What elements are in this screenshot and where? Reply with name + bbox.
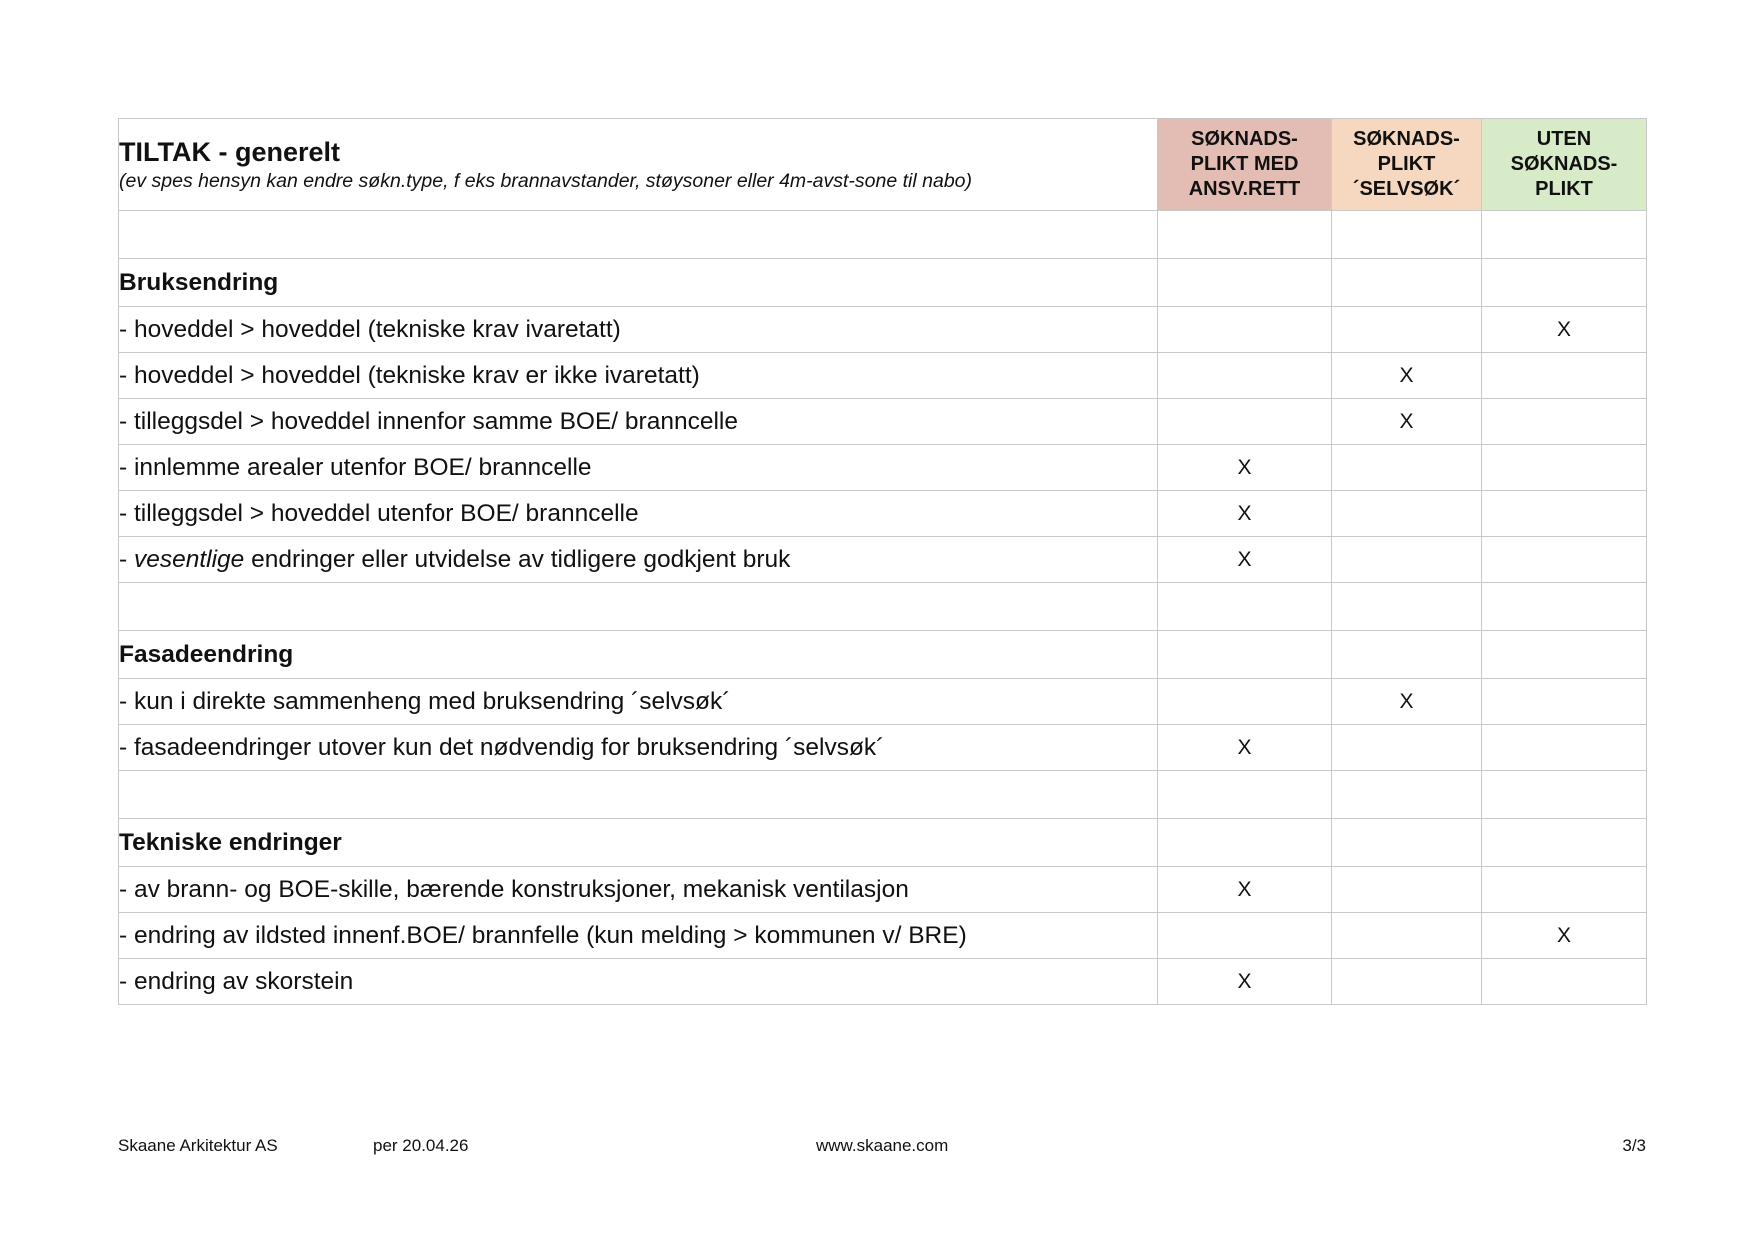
section-title: Fasadeendring: [119, 631, 1158, 679]
table-row: [119, 445, 1647, 491]
checkmark: X: [1332, 353, 1482, 399]
spacer-row: [119, 211, 1647, 259]
table-row: [119, 867, 1647, 913]
spacer-row: [119, 771, 1647, 819]
section-title: Bruksendring: [119, 259, 1158, 307]
section-row-fasadeendring: [119, 631, 1647, 679]
table-title: TILTAK - generelt: [119, 136, 340, 167]
table-row: [119, 913, 1647, 959]
spacer-row: [119, 583, 1647, 631]
table-row: [119, 353, 1647, 399]
emphasis-text: vesentlige: [133, 545, 245, 573]
row-description: - endring av ildsted innenf.BOE/ brannfelle (kun melding > kommunen v/ BRE): [119, 913, 1158, 959]
table-row: [119, 725, 1647, 771]
row-description: - tilleggsdel > hoveddel innenfor samme BOE/ branncelle: [119, 399, 1158, 445]
table-subtitle: (ev spes hensyn kan endre søkn.type, f eks brannavstander, støysoner eller 4m-avst-sone til nabo): [119, 169, 973, 192]
row-description: - hoveddel > hoveddel (tekniske krav ivaretatt): [119, 307, 1158, 353]
section-title: Tekniske endringer: [119, 819, 1158, 867]
section-row-tekniske-endringer: [119, 819, 1647, 867]
checkmark: X: [1158, 537, 1332, 583]
column-header-selvsok: SØKNADS- PLIKT ´SELVSØK´: [1332, 119, 1482, 211]
checkmark: X: [1482, 913, 1647, 959]
checkmark: X: [1482, 307, 1647, 353]
checkmark: X: [1332, 679, 1482, 725]
checkmark: X: [1332, 399, 1482, 445]
footer-date: per 20.04.26: [373, 1136, 469, 1155]
row-description: - fasadeendringer utover kun det nødvendig for bruksendring ´selvsøk´: [119, 725, 1158, 771]
row-description: - kun i direkte sammenheng med bruksendring ´selvsøk´: [119, 679, 1158, 725]
column-header-ansvarsrett: SØKNADS- PLIKT MED ANSV.RETT: [1158, 119, 1332, 211]
footer-company: Skaane Arkitektur AS: [118, 1136, 278, 1155]
row-description: - innlemme arealer utenfor BOE/ branncelle: [119, 445, 1158, 491]
footer-page-number: 3/3: [1622, 1136, 1646, 1155]
footer-website-link[interactable]: www.skaane.com: [816, 1136, 949, 1155]
row-description: - hoveddel > hoveddel (tekniske krav er ikke ivaretatt): [119, 353, 1158, 399]
requirements-table: [118, 118, 1647, 1005]
table-row: [119, 399, 1647, 445]
column-header-uten-soknadsplikt: UTEN SØKNADS- PLIKT: [1482, 119, 1647, 211]
checkmark: X: [1158, 867, 1332, 913]
header-description-cell: [119, 119, 1158, 211]
checkmark: X: [1158, 445, 1332, 491]
table-row: [119, 959, 1647, 1005]
table-row: [119, 679, 1647, 725]
checkmark: X: [1158, 491, 1332, 537]
table-row: [119, 491, 1647, 537]
checkmark: X: [1158, 725, 1332, 771]
section-row-bruksendring: [119, 259, 1647, 307]
row-description: - av brann- og BOE-skille, bærende konstruksjoner, mekanisk ventilasjon: [119, 867, 1158, 913]
row-description: - endring av skorstein: [119, 959, 1158, 1005]
table-row: [119, 537, 1647, 583]
checkmark: X: [1158, 959, 1332, 1005]
table-row: [119, 307, 1647, 353]
row-description: - tilleggsdel > hoveddel utenfor BOE/ branncelle: [119, 491, 1158, 537]
row-description: - vesentlige endringer eller utvidelse av tidligere godkjent bruk: [119, 537, 1158, 583]
header-row: [119, 119, 1647, 211]
